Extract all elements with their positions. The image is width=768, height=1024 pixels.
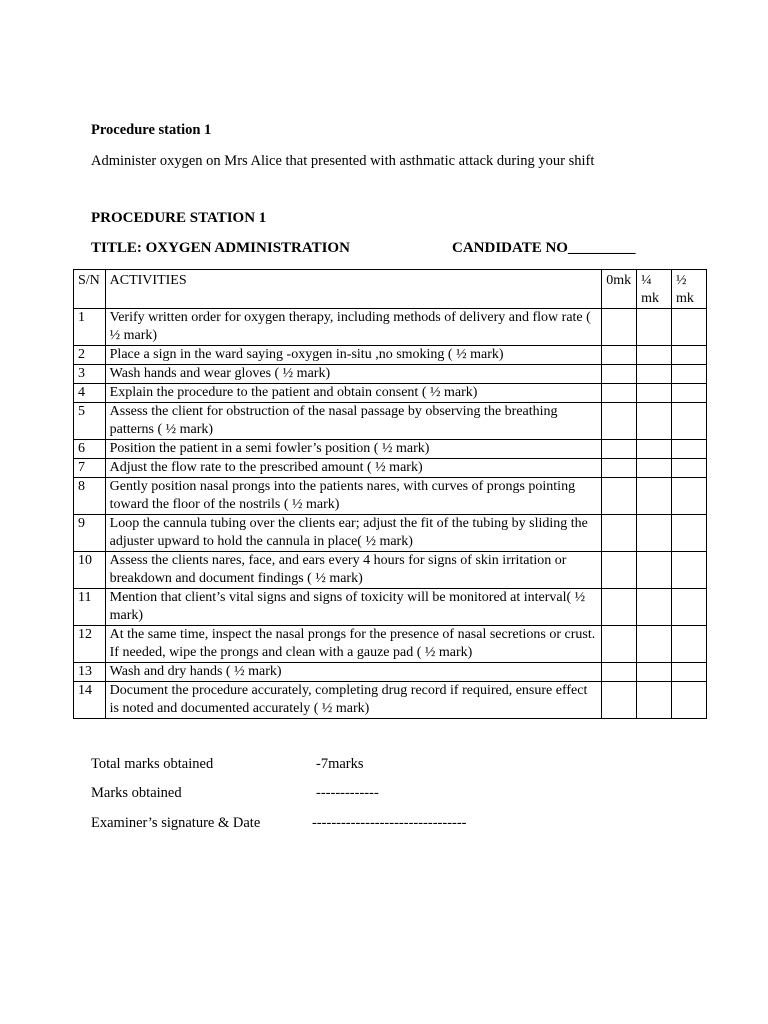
score-half-mk-cell[interactable] — [672, 384, 707, 403]
score-0mk-cell[interactable] — [602, 682, 637, 719]
score-half-mk-cell[interactable] — [672, 478, 707, 515]
activity-text: Wash hands and wear gloves ( ½ mark) — [105, 365, 602, 384]
score-half-mk-cell[interactable] — [672, 403, 707, 440]
activity-text: Document the procedure accurately, completing drug record if required, ensure effect is noted and documented accurately ( ½ mark) — [105, 682, 602, 719]
score-0mk-cell[interactable] — [602, 663, 637, 682]
row-number: 14 — [74, 682, 106, 719]
score-0mk-cell[interactable] — [602, 459, 637, 478]
activity-text: Place a sign in the ward saying -oxygen in-situ ,no smoking ( ½ mark) — [105, 346, 602, 365]
table-header-row — [74, 270, 707, 309]
row-number: 3 — [74, 365, 106, 384]
score-quarter-mk-cell[interactable] — [637, 515, 672, 552]
activity-text: Position the patient in a semi fowler’s position ( ½ mark) — [105, 440, 602, 459]
activity-text: Explain the procedure to the patient and obtain consent ( ½ mark) — [105, 384, 602, 403]
score-0mk-cell[interactable] — [602, 403, 637, 440]
column-header-0mk: 0mk — [602, 270, 637, 309]
score-half-mk-cell[interactable] — [672, 552, 707, 589]
task-description: Administer oxygen on Mrs Alice that presented with asthmatic attack during your shift — [91, 153, 595, 169]
examiner-signature-label: Examiner’s signature & Date — [91, 815, 261, 831]
score-0mk-cell[interactable] — [602, 440, 637, 459]
table-row — [74, 663, 707, 682]
score-half-mk-cell[interactable] — [672, 515, 707, 552]
score-quarter-mk-cell[interactable] — [637, 365, 672, 384]
score-0mk-cell[interactable] — [602, 309, 637, 346]
row-number: 12 — [74, 626, 106, 663]
score-half-mk-cell[interactable] — [672, 365, 707, 384]
row-number: 1 — [74, 309, 106, 346]
station-label: Procedure station 1 — [91, 122, 212, 138]
activity-text: Gently position nasal prongs into the patients nares, with curves of prongs pointing toward the floor of the nostrils ( ½ mark) — [105, 478, 602, 515]
table-row — [74, 626, 707, 663]
score-half-mk-cell[interactable] — [672, 682, 707, 719]
row-number: 7 — [74, 459, 106, 478]
row-number: 6 — [74, 440, 106, 459]
table-row — [74, 440, 707, 459]
table-row — [74, 682, 707, 719]
row-number: 11 — [74, 589, 106, 626]
table-row — [74, 365, 707, 384]
examiner-signature-value: -------------------------------- — [312, 815, 467, 831]
column-header-sn: S/N — [74, 270, 106, 309]
row-number: 9 — [74, 515, 106, 552]
score-0mk-cell[interactable] — [602, 626, 637, 663]
score-quarter-mk-cell[interactable] — [637, 478, 672, 515]
candidate-number: CANDIDATE NO_________ — [452, 240, 636, 256]
activity-text: Loop the cannula tubing over the clients ear; adjust the fit of the tubing by sliding the adjuster upward to hold the cannula in place( ½ mark) — [105, 515, 602, 552]
table-row — [74, 346, 707, 365]
score-0mk-cell[interactable] — [602, 552, 637, 589]
activity-text: Adjust the flow rate to the prescribed amount ( ½ mark) — [105, 459, 602, 478]
total-marks-label: Total marks obtained — [91, 756, 214, 772]
checklist-table — [73, 269, 707, 719]
score-half-mk-cell[interactable] — [672, 309, 707, 346]
table-row — [74, 459, 707, 478]
score-half-mk-cell[interactable] — [672, 440, 707, 459]
score-quarter-mk-cell[interactable] — [637, 440, 672, 459]
score-half-mk-cell[interactable] — [672, 346, 707, 365]
row-number: 8 — [74, 478, 106, 515]
row-number: 4 — [74, 384, 106, 403]
row-number: 5 — [74, 403, 106, 440]
activity-text: Assess the client for obstruction of the nasal passage by observing the breathing patterns ( ½ mark) — [105, 403, 602, 440]
score-quarter-mk-cell[interactable] — [637, 552, 672, 589]
score-quarter-mk-cell[interactable] — [637, 459, 672, 478]
table-row — [74, 589, 707, 626]
score-half-mk-cell[interactable] — [672, 663, 707, 682]
score-0mk-cell[interactable] — [602, 589, 637, 626]
total-marks-value: -7marks — [316, 756, 364, 772]
score-half-mk-cell[interactable] — [672, 459, 707, 478]
score-quarter-mk-cell[interactable] — [637, 384, 672, 403]
activity-text: Wash and dry hands ( ½ mark) — [105, 663, 602, 682]
marks-obtained-value: ------------- — [316, 785, 379, 801]
table-row — [74, 309, 707, 346]
column-header-half-mk: ½ mk — [672, 270, 707, 309]
table-row — [74, 384, 707, 403]
score-0mk-cell[interactable] — [602, 365, 637, 384]
checklist-body — [74, 309, 707, 719]
row-number: 13 — [74, 663, 106, 682]
column-header-activities: ACTIVITIES — [105, 270, 602, 309]
activity-text: At the same time, inspect the nasal prongs for the presence of nasal secretions or crust. If needed, wipe the prongs and clean with a gauze pad ( ½ mark) — [105, 626, 602, 663]
score-quarter-mk-cell[interactable] — [637, 682, 672, 719]
station-heading: PROCEDURE STATION 1 — [91, 210, 267, 226]
table-row — [74, 515, 707, 552]
marks-obtained-label: Marks obtained — [91, 785, 182, 801]
table-row — [74, 403, 707, 440]
score-0mk-cell[interactable] — [602, 515, 637, 552]
activity-text: Assess the clients nares, face, and ears every 4 hours for signs of skin irritation or breakdown and document findings ( ½ mark) — [105, 552, 602, 589]
table-row — [74, 552, 707, 589]
score-0mk-cell[interactable] — [602, 346, 637, 365]
procedure-title: TITLE: OXYGEN ADMINISTRATION — [91, 240, 350, 256]
row-number: 10 — [74, 552, 106, 589]
score-quarter-mk-cell[interactable] — [637, 626, 672, 663]
activity-text: Verify written order for oxygen therapy, including methods of delivery and flow rate ( ½ mark) — [105, 309, 602, 346]
score-half-mk-cell[interactable] — [672, 626, 707, 663]
activity-text: Mention that client’s vital signs and signs of toxicity will be monitored at interval( ½ mark) — [105, 589, 602, 626]
score-quarter-mk-cell[interactable] — [637, 589, 672, 626]
score-half-mk-cell[interactable] — [672, 589, 707, 626]
score-quarter-mk-cell[interactable] — [637, 663, 672, 682]
score-quarter-mk-cell[interactable] — [637, 309, 672, 346]
score-quarter-mk-cell[interactable] — [637, 346, 672, 365]
score-quarter-mk-cell[interactable] — [637, 403, 672, 440]
table-row — [74, 478, 707, 515]
column-header-quarter-mk: ¼ mk — [637, 270, 672, 309]
row-number: 2 — [74, 346, 106, 365]
score-0mk-cell[interactable] — [602, 478, 637, 515]
score-0mk-cell[interactable] — [602, 384, 637, 403]
